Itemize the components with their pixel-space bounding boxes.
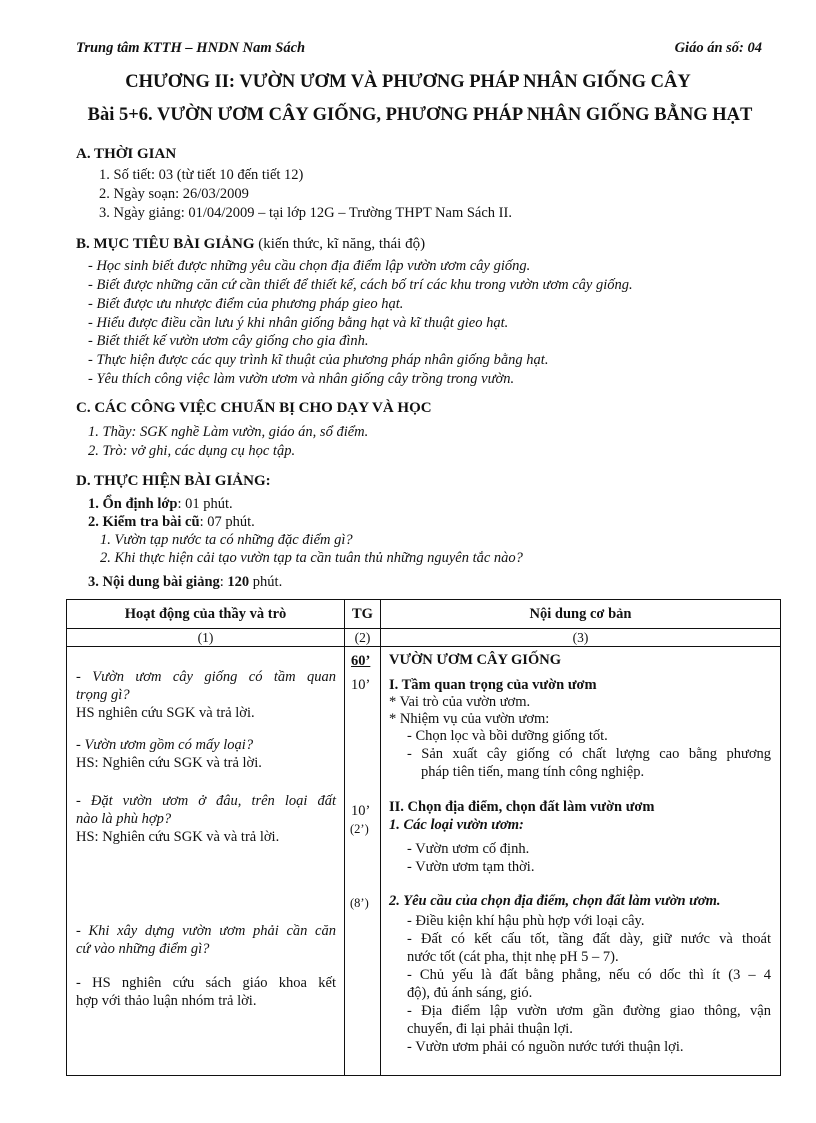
section-a-heading: A. THỜI GIAN bbox=[76, 146, 177, 162]
content-line: * Vai trò của vườn ươm. bbox=[389, 694, 531, 710]
content-line: - Vườn ươm cố định. bbox=[407, 841, 530, 857]
item-value: : 01 phút. bbox=[177, 496, 233, 512]
item-stabilize-class bbox=[88, 496, 233, 513]
teacher-question: trọng gì? bbox=[76, 687, 130, 703]
content-line: - Điều kiện khí hậu phù hợp với loại cây. bbox=[407, 913, 645, 929]
content-line: - Chọn lọc và bồi dưỡng giống tốt. bbox=[407, 728, 608, 744]
section-a-item: 2. Ngày soạn: 26/03/2009 bbox=[99, 186, 249, 202]
content-line: độ), đủ ánh sáng, gió. bbox=[407, 985, 533, 1001]
item-old-lesson-check bbox=[88, 514, 255, 531]
objective-item: - Thực hiện được các quy trình kĩ thuật của phương pháp nhân giống bằng hạt. bbox=[88, 352, 549, 368]
teacher-question: - Khi xây dựng vườn ươm phải cần căn bbox=[76, 923, 336, 939]
student-answer: HS: Nghiên cứu SGK và và trả lời. bbox=[76, 829, 280, 845]
objective-item: - Học sinh biết được những yêu cầu chọn địa điểm lập vườn ươm cây giống. bbox=[88, 258, 531, 274]
content-line: - Đất có kết cấu tốt, tầng đất dày, giữ nước và thoát bbox=[407, 931, 771, 947]
section-c-heading: C. CÁC CÔNG VIỆC CHUẨN BỊ CHO DẠY VÀ HỌC bbox=[76, 400, 432, 416]
content-cell bbox=[381, 647, 781, 1076]
content-line: - Vườn ươm phải có nguồn nước tưới thuận lợi. bbox=[407, 1039, 684, 1055]
time-value: 10’ bbox=[351, 803, 371, 819]
header-right: Giáo án số: 04 bbox=[674, 40, 762, 56]
header-content: Nội dung cơ bản bbox=[381, 600, 781, 629]
teacher-question: - Đặt vườn ươm ở đâu, trên loại đất bbox=[76, 793, 336, 809]
header-time: TG bbox=[345, 600, 381, 629]
section-d-heading: D. THỰC HIỆN BÀI GIẢNG: bbox=[76, 473, 271, 489]
objective-item: - Yêu thích công việc làm vườn ươm và nhân giống cây trồng trong vườn. bbox=[88, 371, 515, 387]
preparation-item: 1. Thầy: SGK nghề Làm vườn, giáo án, sổ điểm. bbox=[88, 424, 369, 440]
time-value: 10’ bbox=[351, 677, 371, 693]
chapter-title: CHƯƠNG II: VƯỜN ƯƠM VÀ PHƯƠNG PHÁP NHÂN GIỐNG CÂY bbox=[125, 72, 691, 92]
table-header-row bbox=[67, 600, 781, 629]
header-activities: Hoạt động của thầy và trò bbox=[67, 600, 345, 629]
section-b-heading bbox=[76, 236, 425, 253]
content-line: - Vườn ươm tạm thời. bbox=[407, 859, 535, 875]
content-line: - Chủ yếu là đất bằng phẳng, nếu có dốc thì ít (3 – 4 bbox=[407, 967, 771, 983]
student-answer: HS: Nghiên cứu SGK và trả lời. bbox=[76, 755, 262, 771]
content-line: - Địa điểm lập vườn ươm gần đường giao thông, vận bbox=[407, 1003, 771, 1019]
content-section: II. Chọn địa điểm, chọn đất làm vườn ươm bbox=[389, 799, 655, 815]
teacher-question: nào là phù hợp? bbox=[76, 811, 172, 827]
teacher-question: - Vườn ươm cây giống có tầm quan bbox=[76, 669, 336, 685]
content-subsection: 1. Các loại vườn ươm: bbox=[389, 817, 524, 833]
preparation-item: 2. Trò: vở ghi, các dụng cụ học tập. bbox=[88, 443, 296, 459]
objective-item: - Biết được những căn cứ cần thiết để thiết kế, cách bố trí các khu trong vườn ươm cây giống. bbox=[88, 277, 633, 293]
objective-item: - Biết được ưu nhược điểm của phương pháp gieo hạt. bbox=[88, 296, 404, 312]
time-cell bbox=[345, 647, 381, 1076]
section-b-title: B. MỤC TIÊU BÀI GIẢNG bbox=[76, 236, 255, 252]
time-value: (8’) bbox=[350, 896, 369, 910]
section-b-note: (kiến thức, kĩ năng, thái độ) bbox=[258, 236, 426, 252]
lesson-title: Bài 5+6. VƯỜN ƯƠM CÂY GIỐNG, PHƯƠNG PHÁP NHÂN GIỐNG BẰNG HẠT bbox=[87, 105, 753, 125]
teacher-question: cứ vào những điểm gì? bbox=[76, 941, 210, 957]
item-label: 2. Kiểm tra bài cũ bbox=[88, 514, 200, 530]
content-line: * Nhiệm vụ của vườn ươm: bbox=[389, 711, 550, 727]
col-number: (1) bbox=[67, 629, 345, 647]
content-heading: VƯỜN ƯƠM CÂY GIỐNG bbox=[389, 652, 561, 668]
col-number: (3) bbox=[381, 629, 781, 647]
content-line: nước tốt (cát pha, thịt nhẹ pH 5 – 7). bbox=[407, 949, 619, 965]
item-value: : 07 phút. bbox=[199, 514, 255, 530]
time-total: 60’ bbox=[351, 653, 371, 669]
item-lesson-content bbox=[88, 574, 282, 591]
content-line: pháp tiên tiến, mang tính công nghiệp. bbox=[421, 764, 645, 780]
student-answer: hợp với thảo luận nhóm trả lời. bbox=[76, 993, 257, 1009]
col-number: (2) bbox=[345, 629, 381, 647]
content-line: - Sản xuất cây giống có chất lượng cao bằng phương bbox=[407, 746, 771, 762]
objective-item: - Biết thiết kế vườn ươm cây giống cho gia đình. bbox=[88, 333, 369, 349]
content-subsection: 2. Yêu cầu của chọn địa điểm, chọn đất làm vườn ươm. bbox=[389, 893, 721, 909]
review-question: 2. Khi thực hiện cải tạo vườn tạp ta cần tuân thủ những nguyên tắc nào? bbox=[100, 550, 523, 566]
table-body-row bbox=[67, 647, 781, 1076]
activities-cell bbox=[67, 647, 345, 1076]
table-number-row bbox=[67, 629, 781, 647]
objective-item: - Hiểu được điều cần lưu ý khi nhân giống bằng hạt và kĩ thuật gieo hạt. bbox=[88, 315, 509, 331]
item-label: 3. Nội dung bài giảng bbox=[88, 574, 220, 590]
item-unit: phút. bbox=[249, 574, 283, 590]
content-section: I. Tầm quan trọng của vườn ươm bbox=[389, 677, 597, 693]
lesson-table bbox=[66, 599, 781, 1076]
section-a-item: 3. Ngày giảng: 01/04/2009 – tại lớp 12G – Trường THPT Nam Sách II. bbox=[99, 205, 512, 221]
section-a-item: 1. Số tiết: 03 (từ tiết 10 đến tiết 12) bbox=[99, 167, 304, 183]
review-question: 1. Vườn tạp nước ta có những đặc điểm gì? bbox=[100, 532, 353, 548]
time-value: (2’) bbox=[350, 822, 369, 836]
header-left: Trung tâm KTTH – HNDN Nam Sách bbox=[76, 40, 306, 56]
student-answer: HS nghiên cứu SGK và trả lời. bbox=[76, 705, 255, 721]
item-number: 120 bbox=[227, 574, 250, 590]
item-label: 1. Ổn định lớp bbox=[88, 496, 178, 512]
item-sep: : bbox=[219, 574, 228, 590]
student-answer: - HS nghiên cứu sách giáo khoa kết bbox=[76, 975, 336, 991]
content-line: chuyển, đi lại phải thuận lợi. bbox=[407, 1021, 573, 1037]
teacher-question: - Vườn ươm gồm có mấy loại? bbox=[76, 737, 254, 753]
page-header bbox=[76, 40, 762, 57]
